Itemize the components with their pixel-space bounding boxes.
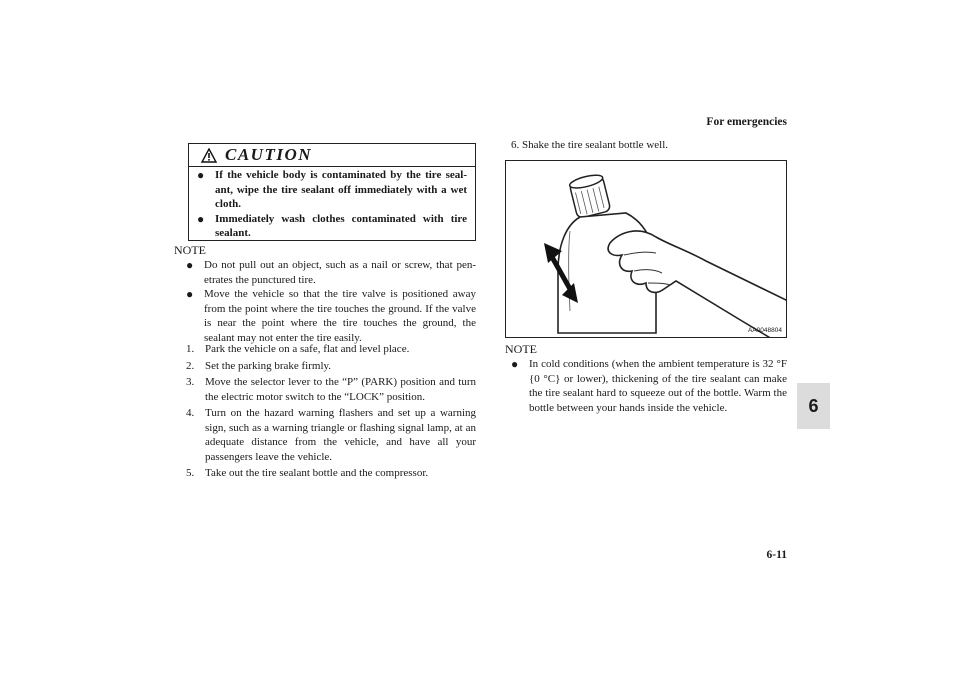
caution-item: ● Immediately wash clothes contaminated with tire sealant. xyxy=(197,211,467,239)
caution-title: CAUTION xyxy=(225,145,313,164)
step-item: 3. Move the selector lever to the “P” (PARK) position and turn the electric motor switch to the “LOCK” position. xyxy=(186,376,476,403)
bullet-icon: ● xyxy=(186,258,194,272)
step-item: 5. Take out the tire sealant bottle and the compressor. xyxy=(186,467,429,479)
note-list xyxy=(511,357,787,415)
step-item: 6. Shake the tire sealant bottle well. xyxy=(511,139,669,151)
caution-box xyxy=(188,143,476,241)
illustration-code: AA0048804 xyxy=(748,327,782,334)
caution-list xyxy=(197,168,467,241)
page-number: 6-11 xyxy=(766,549,787,561)
bullet-icon: ● xyxy=(511,357,519,371)
section-header: For emergencies xyxy=(706,116,787,128)
caution-item: ● If the vehicle body is contaminated by the tire seal-ant, wipe the tire sealant off immediately with a wet cloth. xyxy=(197,168,467,210)
note-label: NOTE xyxy=(505,342,537,356)
warning-triangle-icon xyxy=(201,148,217,163)
step-item: 1. Park the vehicle on a safe, flat and level place. xyxy=(186,343,410,355)
procedure-steps xyxy=(186,342,476,483)
note-item: ● In cold conditions (when the ambient temperature is 32 °F {0 °C} or lower), thickening of the tire sealant can make the tire sealant hard to squeeze out of the bottle. Warm the bottle between your hands inside the vehicle. xyxy=(511,357,787,414)
note-label: NOTE xyxy=(174,243,206,257)
bullet-icon: ● xyxy=(197,211,205,226)
bullet-icon: ● xyxy=(197,168,205,182)
left-note xyxy=(174,243,476,345)
step-item: 4. Turn on the hazard warning flashers and set up a warning sign, such as a warning triangle or flashing signal lamp, at an adequate distance from the vehicle, and have all your passengers leave the vehicle. xyxy=(186,407,476,463)
bullet-icon: ● xyxy=(186,287,194,301)
step-item: 2. Set the parking brake firmly. xyxy=(186,359,332,372)
right-note xyxy=(505,342,787,415)
note-item: ● Move the vehicle so that the tire valve is positioned away from the point where the tire touches the ground. If the valve is near the point where the tire touches the ground, the sealant may not enter the tire easily. xyxy=(186,287,476,344)
illustration-shake-bottle xyxy=(505,160,787,338)
illustration-drawing xyxy=(506,161,787,338)
note-list xyxy=(186,258,476,345)
caution-header xyxy=(189,144,475,167)
note-item: ● Do not pull out an object, such as a nail or screw, that pen-etrates the punctured tire. xyxy=(186,258,476,286)
chapter-tab: 6 xyxy=(797,383,830,429)
